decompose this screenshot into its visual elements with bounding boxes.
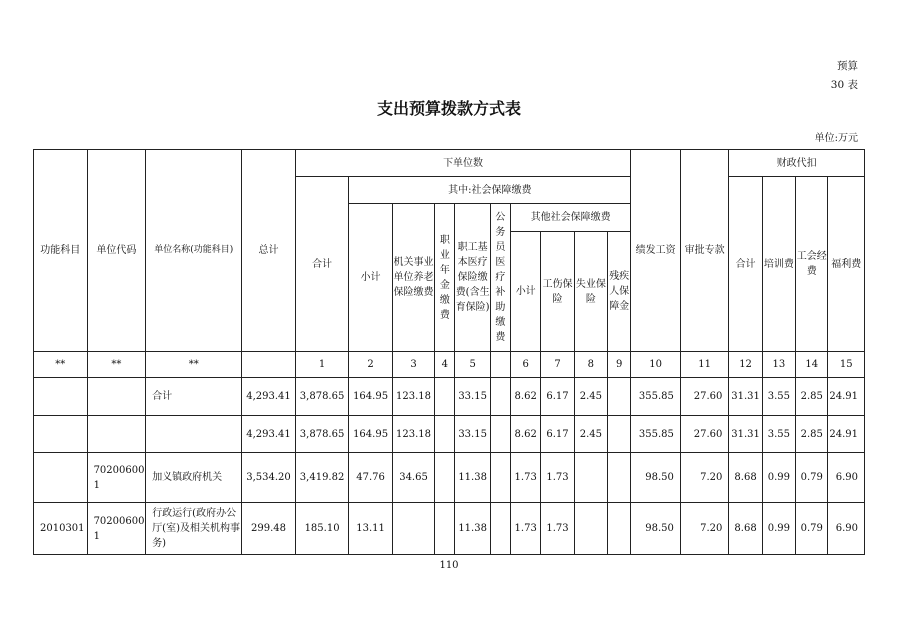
table-cell: 164.95: [349, 378, 392, 416]
table-cell: [435, 453, 455, 503]
table-cell: 6.90: [828, 503, 865, 555]
table-cell: 合计: [146, 378, 242, 416]
header-row-1: [34, 150, 865, 177]
table-cell: 6.17: [541, 416, 574, 453]
index-cell: 9: [608, 352, 631, 378]
header-finance-deduct: 财政代扣: [729, 150, 865, 177]
table-cell: 24.91: [828, 378, 865, 416]
header-pension: 机关事业单位养老保险缴费: [392, 204, 434, 352]
index-cell: 5: [455, 352, 490, 378]
table-cell: 27.60: [680, 416, 729, 453]
table-cell: 702006001: [87, 453, 146, 503]
header-medical: 职工基本医疗保险缴费(含生育保险): [455, 204, 490, 352]
header-xiabo: 下单位数: [295, 150, 631, 177]
table-cell: 行政运行(政府办公厅(室)及相关机构事务): [146, 503, 242, 555]
table-cell: [146, 416, 242, 453]
header-performance-pay: 绩发工资: [631, 150, 681, 352]
table-cell: [490, 503, 510, 555]
header-unit-code: 单位代码: [87, 150, 146, 352]
table-cell: [574, 503, 607, 555]
index-cell: 13: [762, 352, 795, 378]
table-cell: 355.85: [631, 378, 681, 416]
table-cell: 11.38: [455, 503, 490, 555]
index-cell: 1: [295, 352, 349, 378]
table-cell: 1.73: [511, 453, 541, 503]
table-cell: [435, 503, 455, 555]
table-cell: [608, 416, 631, 453]
index-cell: 3: [392, 352, 434, 378]
header-other-subtotal: 小计: [511, 232, 541, 352]
unit-label: 单位:万元: [814, 133, 858, 144]
header-approved-special: 审批专款: [680, 150, 729, 352]
header-ss-subtotal: 小计: [349, 204, 392, 352]
table-cell: 0.79: [796, 503, 828, 555]
table-cell: [435, 416, 455, 453]
form-ref-number: 30 表: [830, 79, 858, 91]
index-cell: 7: [541, 352, 574, 378]
header-training: 培训费: [762, 177, 795, 352]
index-cell: 14: [796, 352, 828, 378]
table-cell: [608, 453, 631, 503]
form-ref-label: 预算: [837, 60, 858, 72]
table-cell: 1.73: [541, 453, 574, 503]
index-cell: 8: [574, 352, 607, 378]
table-cell: 11.38: [455, 453, 490, 503]
index-row: [34, 352, 865, 378]
index-cell: 2: [349, 352, 392, 378]
table-cell: 2.45: [574, 416, 607, 453]
table-cell: 0.99: [762, 503, 795, 555]
table-cell: [34, 416, 88, 453]
table-cell: [490, 378, 510, 416]
header-injury: 工伤保险: [541, 232, 574, 352]
table-cell: 4,293.41: [242, 416, 296, 453]
header-civil-servant-medical: 公务员医疗补助缴费: [490, 204, 510, 352]
table-row: [34, 378, 865, 416]
table-cell: 3,878.65: [295, 378, 349, 416]
table-cell: [34, 378, 88, 416]
table-cell: [435, 378, 455, 416]
table-cell: 164.95: [349, 416, 392, 453]
table-cell: 33.15: [455, 416, 490, 453]
index-cell: 10: [631, 352, 681, 378]
index-cell: **: [87, 352, 146, 378]
page-title: 支出预算拨款方式表: [376, 99, 521, 118]
table-cell: 24.91: [828, 416, 865, 453]
header-occupational-annuity: 职业年金缴费: [435, 204, 455, 352]
table-cell: 2.85: [796, 416, 828, 453]
table-row: [34, 453, 865, 503]
table-cell: 6.17: [541, 378, 574, 416]
table-row: [34, 503, 865, 555]
index-cell: 4: [435, 352, 455, 378]
table-cell: 0.79: [796, 453, 828, 503]
index-cell: **: [34, 352, 88, 378]
table-cell: 4,293.41: [242, 378, 296, 416]
table-cell: 47.76: [349, 453, 392, 503]
table-cell: 34.65: [392, 453, 434, 503]
header-func-subject: 功能科目: [34, 150, 88, 352]
table-cell: 6.90: [828, 453, 865, 503]
index-cell: [490, 352, 510, 378]
table-cell: 2.45: [574, 378, 607, 416]
table-cell: 1.73: [541, 503, 574, 555]
header-welfare: 福利费: [828, 177, 865, 352]
table-cell: 123.18: [392, 416, 434, 453]
table-cell: [87, 416, 146, 453]
table-cell: 31.31: [729, 378, 762, 416]
header-disability-fund: 残疾人保障金: [608, 232, 631, 352]
table-cell: 加义镇政府机关: [146, 453, 242, 503]
table-cell: [392, 503, 434, 555]
index-cell: 15: [828, 352, 865, 378]
index-cell: 6: [511, 352, 541, 378]
table-cell: 7.20: [680, 503, 729, 555]
table-row: [34, 416, 865, 453]
index-cell: 12: [729, 352, 762, 378]
table-cell: [608, 503, 631, 555]
header-xiabo-total: 合计: [295, 177, 349, 352]
table-cell: 2.85: [796, 378, 828, 416]
table-cell: 3,419.82: [295, 453, 349, 503]
table-cell: 185.10: [295, 503, 349, 555]
index-cell: 11: [680, 352, 729, 378]
table-cell: 33.15: [455, 378, 490, 416]
header-fd-total: 合计: [729, 177, 762, 352]
table-cell: 299.48: [242, 503, 296, 555]
table-cell: 8.62: [511, 378, 541, 416]
header-union: 工会经费: [796, 177, 828, 352]
table-cell: 0.99: [762, 453, 795, 503]
table-cell: 355.85: [631, 416, 681, 453]
table-cell: 3.55: [762, 416, 795, 453]
table-cell: [490, 416, 510, 453]
table-cell: [490, 453, 510, 503]
table-cell: 702006001: [87, 503, 146, 555]
table-cell: 7.20: [680, 453, 729, 503]
table-cell: 3,878.65: [295, 416, 349, 453]
header-social-security: 其中:社会保障缴费: [349, 177, 631, 204]
table-cell: 98.50: [631, 453, 681, 503]
table-cell: 13.11: [349, 503, 392, 555]
header-unemployment: 失业保险: [574, 232, 607, 352]
table-cell: 27.60: [680, 378, 729, 416]
table-cell: 1.73: [511, 503, 541, 555]
header-total: 总计: [242, 150, 296, 352]
table-cell: [574, 453, 607, 503]
budget-table: [33, 149, 865, 555]
table-cell: 31.31: [729, 416, 762, 453]
table-cell: [87, 378, 146, 416]
page-number: 110: [439, 560, 459, 571]
table-cell: 123.18: [392, 378, 434, 416]
table-cell: 3.55: [762, 378, 795, 416]
index-cell: [242, 352, 296, 378]
table-cell: [608, 378, 631, 416]
index-cell: **: [146, 352, 242, 378]
table-cell: 3,534.20: [242, 453, 296, 503]
header-unit-name: 单位名称(功能科目): [146, 150, 242, 352]
table-cell: 98.50: [631, 503, 681, 555]
table-cell: 2010301: [34, 503, 88, 555]
table-cell: [34, 453, 88, 503]
table-cell: 8.68: [729, 453, 762, 503]
table-cell: 8.68: [729, 503, 762, 555]
table-cell: 8.62: [511, 416, 541, 453]
header-other-ss: 其他社会保障缴费: [511, 204, 631, 232]
